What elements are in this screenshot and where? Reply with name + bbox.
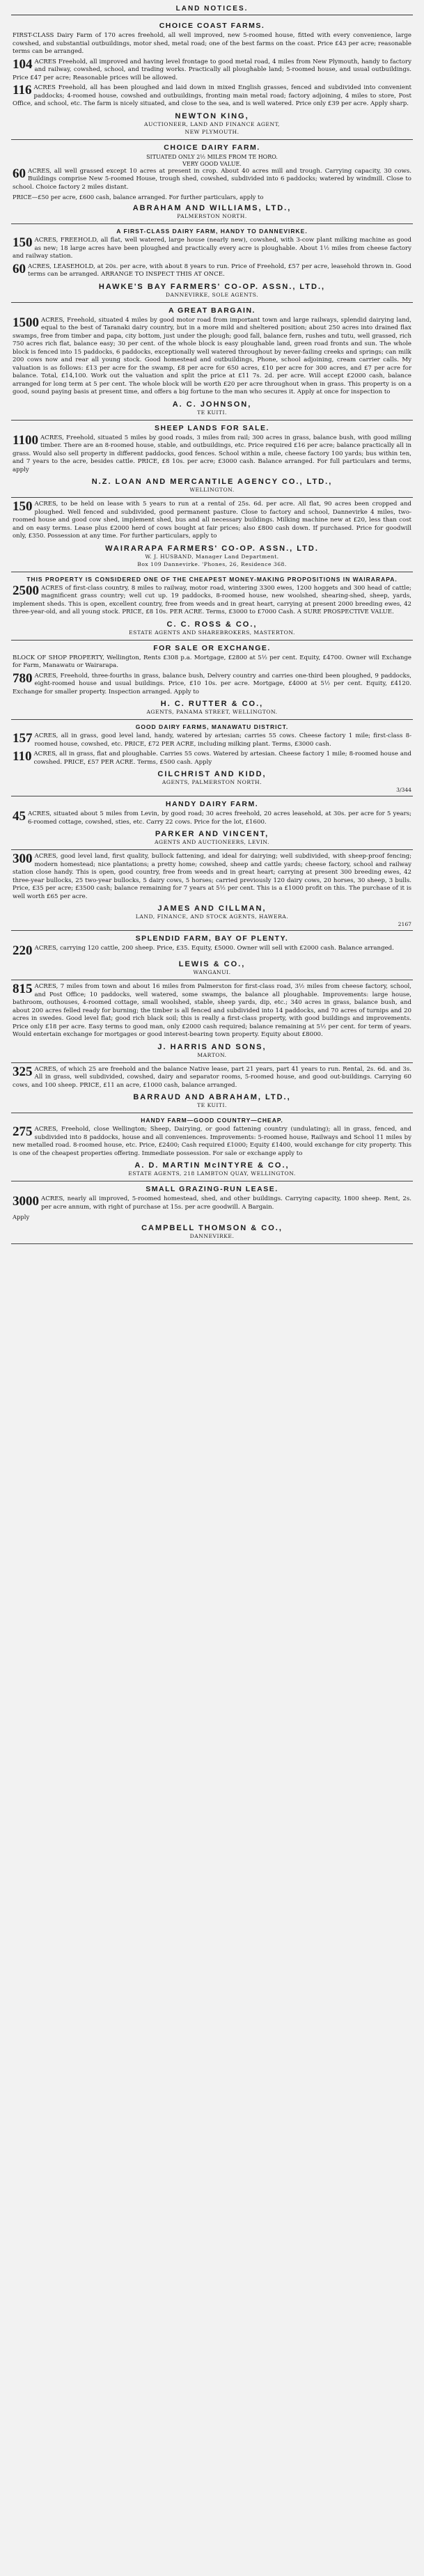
ad-body-text: ACRES, good level land, first quality, bullock fattening, and ideal for dairying; well subdivided, with sheep-proof fencing; modern homestead; nice plantations; a pretty home; cowshed, sheep and cattle yards; cheese factory, school and railway station close handy. This is open, good country, free from weeds and in great heart; carrying at present 300 breeding ewes, 42 three-year bullocks, 25 two-year bullocks, 5 dairy cows, 5 horses; carried previously 120 dairy cows, 20 horses, 30 sheep, 3 bulls. Price, £35 per acre; £3500 cash; balance remaining for 7 years at 5½ per cent. This is a £1000 profit on this. The purchase of it is well worth £65 per acre. <box>13 853 411 900</box>
agent-name: WAIRARAPA FARMERS' CO-OP. ASSN., LTD. <box>105 544 319 553</box>
ad-heading: THIS PROPERTY IS CONSIDERED ONE OF THE CHEAPEST MONEY-MAKING PROPOSITIONS IN WAIRARAPA. <box>26 575 398 583</box>
agent-name: BARRAUD AND ABRAHAM, LTD., <box>133 1093 291 1101</box>
land-notices-page <box>11 0 413 1244</box>
acreage-figure: 116 <box>13 83 32 97</box>
ad-heading: HANDY DAIRY FARM. <box>165 800 259 808</box>
ad-paragraph <box>13 263 411 279</box>
advertisement <box>11 1063 413 1114</box>
agent-address: ESTATE AGENTS, 218 LAMBTON QUAY, WELLINGTON. <box>128 1170 296 1177</box>
ad-subheading: SITUATED ONLY 2½ MILES FROM TE HORO. <box>146 153 278 160</box>
acreage-figure: 815 <box>13 982 33 996</box>
agent-address: TE KUITI. <box>197 409 227 416</box>
acreage-figure: 780 <box>13 670 33 686</box>
agent-address: LAND, FINANCE, AND STOCK AGENTS, HAWERA. <box>135 913 289 920</box>
agent-address: AGENTS, PANAMA STREET, WELLINGTON. <box>146 709 278 715</box>
ad-paragraph <box>13 237 411 261</box>
ad-heading: A GREAT BARGAIN. <box>168 306 256 315</box>
ad-paragraph <box>13 84 411 109</box>
ad-body-text: ACRES, carrying 120 cattle, 200 sheep. Price, £35. Equity, £5000. Owner will sell with £2000 cash. Balance arranged. <box>34 945 394 952</box>
ad-body-text: ACRES, Freehold, three-fourths in grass, balance bush, Delvery country and carries one-third been ploughed, 9 paddocks, eight-roomed house and usual buildings. Price, £10 10s. per acre. Mortgage, £4000 at 5½ per cent. Equity, £4120. Exchange for smaller property. Inspection arranged. Apply to <box>13 672 411 696</box>
agent-address: AGENTS AND AUCTIONEERS, LEVIN. <box>155 839 269 845</box>
agent-name: A. D. MARTIN McINTYRE & CO., <box>134 1161 290 1170</box>
agent-address: DANNEVIRKE, SOLE AGENTS. <box>165 291 259 298</box>
agent-name: A. C. JOHNSON, <box>172 400 252 409</box>
ad-paragraph <box>13 654 411 670</box>
ad-paragraph <box>13 1126 411 1158</box>
ad-body-text: ACRES, to be held on lease with 5 years to run at a rental of 25s. 6d. per acre. All flat, 90 acres been cropped and ploughed. Well fenced and subdivided, good permanent pasture. Close to factory and school, Dannevirke 4 miles, two-roomed house and good cow shed, implement shed, bus and all necessary buildings. Milking machine new at £20, less than cost and on easy terms. Lease plus £2000 herd of cows bought at fair prices; also £800 cash down. If purchased. Price for goodwill only, £350. Possession at any time. For further particulars, apply to <box>13 501 411 540</box>
agent-address: NEW PLYMOUTH. <box>184 128 240 135</box>
agent-address: DANNEVIRKE. <box>189 1233 235 1239</box>
agent-name: PARKER AND VINCENT, <box>155 830 269 838</box>
agent-address: AGENTS, PALMERSTON NORTH. <box>162 779 262 785</box>
advertisement <box>11 303 413 421</box>
agent-name: JAMES AND CILLMAN, <box>157 904 267 913</box>
advertisement-list <box>11 18 413 1244</box>
acreage-figure: 60 <box>13 166 26 181</box>
ad-paragraph <box>13 317 411 397</box>
advertisement <box>11 720 413 796</box>
section-banner: LAND NOTICES. <box>11 3 413 15</box>
agent-name: H. C. RUTTER & CO., <box>160 700 264 708</box>
ad-heading: SPLENDID FARM, BAY OF PLENTY. <box>135 934 289 943</box>
acreage-figure: 300 <box>13 851 33 866</box>
ad-body-text: ACRES, Freehold, situated 5 miles by good roads, 3 miles from rail; 300 acres in grass, balance bush, with good milling timber. There are an 8-roomed house, stable, and outbuildings, etc. Price required £16 per acre; balance practically all in grass. Would also sell property in different paddocks, good fences. School within a mile, cheese factory 100 yards; bus within ten, and 7 years to the acre, besides cattle. PRICE, £8 10s. per acre; £3000 cash. Balance arranged. For full particulars and terms, apply <box>13 434 411 473</box>
ad-paragraph <box>13 168 411 192</box>
ad-body-text: ACRES, 7 miles from town and about 16 miles from Palmerston for first-class road, 3½ miles from cheese factory, school, and Post Office; 10 paddocks, well watered, some swamps, the balance all ploughable. Improvements: large house, bathroom, outhouses, 4-roomed cottage, small woolshed, stable, sheep yards, dip, etc.; 340 acres in grass, balance bush, and about 200 acres felled ready for burning; the timber is all fenced and subdivided into 14 paddocks, and 70 acres of turnips and 20 acres in swedes. Good level flat; good rich black soil; this is really a first-class property, with good buildings and improvements. Price only £18 per acre. Easy terms to good man, only £2000 cash required; balance remaining at 5½ per cent. for term of years. Would entertain exchange for mortgages or good interest-bearing town property. Equity about £8000. <box>13 983 411 1038</box>
ad-reference-number: 3/344 <box>396 787 411 793</box>
agent-address: WELLINGTON. <box>189 487 235 493</box>
ad-paragraph <box>13 501 411 541</box>
ad-paragraph <box>13 751 411 767</box>
acreage-figure: 45 <box>13 809 26 824</box>
advertisement <box>11 850 413 931</box>
acreage-figure: 3000 <box>13 1194 39 1209</box>
ad-body-text: ACRES, of which 25 are freehold and the balance Native lease, part 21 years, part 41 years to run. Rental, 2s. 6d. and 3s. All in grass, well subdivided, cowshed, dairy and separator rooms, 5-roomed house, and good out-buildings. Carrying 60 cows, and 100 sheep. PRICE, £11 an acre, £1000 cash, balance arranged. <box>13 1065 411 1089</box>
agent-address: Box 109 Dannevirke. 'Phones, 26, Residence 368. <box>137 560 287 567</box>
advertisement <box>11 1113 413 1181</box>
acreage-figure: 220 <box>13 943 33 958</box>
ad-body-text: FIRST-CLASS Dairy Farm of 170 acres freehold, all well improved, new 5-roomed house, fitted with every convenience, large cowshed, and substantial outbuildings, motor shed, metal road; one of the best farms on the coast. Price £43 per acre; reasonable terms can be arranged. <box>13 32 411 55</box>
ad-paragraph <box>13 434 411 475</box>
agent-name: N.Z. LOAN AND MERCANTILE AGENCY CO., LTD., <box>91 478 333 486</box>
ad-body-text: ACRES Freehold, all has been ploughed and laid down in mixed English grasses, fenced and subdivided into convenient paddocks; 4-roomed house, cowshed and outbuildings, fronting main metal road; factory adjoining, 4 miles to store, Post Office, and school, etc. The farm is nicely situated, and close to the sea, and is well watered. Price only £39 per acre. Apply sharp. <box>13 84 411 107</box>
ad-paragraph <box>13 810 411 826</box>
acreage-figure: 150 <box>13 235 33 250</box>
ad-body-text: ACRES, all in grass, good level land, handy, watered by artesian; carries 55 cows. Cheese factory 1 mile; first-class 8-roomed house, cowshed, etc. PRICE, £72 PER ACRE, including milking plant. Terms, £3000 cash. <box>34 732 411 748</box>
ad-paragraph <box>13 732 411 748</box>
agent-address: WANGANUI. <box>193 969 231 975</box>
agent-name: CAMPBELL THOMSON & CO., <box>141 1224 283 1232</box>
ad-body-text: BLOCK OF SHOP PROPERTY, Wellington, Rents £308 p.a. Mortgage, £2800 at 5½ per cent. Equity, £4700. Owner will Exchange for Farm, Manawatu or Wairarapa. <box>13 654 411 669</box>
ad-paragraph <box>13 853 411 901</box>
acreage-figure: 1500 <box>13 315 39 330</box>
ad-subheading: VERY GOOD VALUE. <box>182 160 242 167</box>
agent-name: J. HARRIS AND SONS, <box>157 1042 267 1051</box>
advertisement <box>11 572 413 641</box>
agent-address: ESTATE AGENTS AND SHAREBROKERS, MASTERTON. <box>129 629 295 636</box>
ad-heading: HANDY FARM—GOOD COUNTRY—CHEAP. <box>141 1117 283 1124</box>
agent-name: CILCHRIST AND KIDD, <box>157 770 267 778</box>
ad-paragraph <box>13 1066 411 1090</box>
agent-address: AUCTIONEER, LAND AND FINANCE AGENT, <box>144 120 280 127</box>
ad-heading: GOOD DAIRY FARMS, MANAWATU DISTRICT. <box>135 723 289 730</box>
acreage-figure: 2500 <box>13 583 39 598</box>
advertisement <box>11 18 413 140</box>
agent-name: C. C. ROSS & CO., <box>166 620 258 629</box>
ad-body-text: ACRES, Freehold, situated 4 miles by good motor road from important town and large railways, splendid dairying land, equal to the best of Taranaki dairy country, but in a more mild and sheltered position; about 250 acres into drained flax swamps, free from timber and papa, city bottom, just under the plough; good fall, balance fern, rushes and tutu, well grassed, rich 750 acres rich flat, balance easy; 30 per cent. of the whole block is easy ploughable land, green road fronts and sun. The whole block is fenced into 15 paddocks, 6 paddocks, exceptionally well watered throughout by never-failing creeks and springs; can milk 200 cows now and rear all young stock. Good homestead and outbuildings, Phone, school adjoining, cream carrier calls. My valuation is as follows: £13 per acre for the swamp, £8 per acre for 650 acres, £10 per acre for 300 acres, and £7 per acre for balance. Total, £14,100. Work out the valuation and split the price at £11 7s. 2d. per acre. Will accept £2000 cash, balance arranged for long term at 5 per cent. The whole block will be worth £20 per acre throughout when in grass. This property is on a good, sound paying basis at present time, and offers a big fortune to the man who secures it. Apply at once for inspection to <box>13 316 411 395</box>
acreage-figure: 275 <box>13 1124 33 1139</box>
acreage-figure: 150 <box>13 499 33 514</box>
ad-body-text: ACRES, FREEHOLD, all flat, well watered, large house (nearly new), cowshed, with 3-cow plant milking machine as good as new; 18 large acres have been ploughed and practically every acre is ploughable. About 1½ miles from cheese factory and railway station. <box>13 237 411 260</box>
advertisement <box>11 931 413 980</box>
ad-body-text: ACRES, situated about 5 miles from Levin, by good road; 30 acres freehold, 20 acres leasehold, at 30s. per acre for 5 years; 6-roomed cottage, cowshed, sties, etc. Carry 22 cows. Price for the lot, £1600. <box>28 810 411 826</box>
advertisement <box>11 980 413 1063</box>
advertisement <box>11 1181 413 1244</box>
ad-heading: FOR SALE OR EXCHANGE. <box>153 643 271 652</box>
agent-name: ABRAHAM AND WILLIAMS, LTD., <box>132 204 292 212</box>
ad-price-line: Apply <box>13 1214 30 1220</box>
ad-reference-number: 2167 <box>398 921 411 927</box>
ad-heading: A FIRST-CLASS DAIRY FARM, HANDY TO DANNEVIRKE. <box>116 228 308 235</box>
acreage-figure: 325 <box>13 1064 33 1079</box>
agent-name: HAWKE'S BAY FARMERS' CO-OP. ASSN., LTD., <box>98 282 326 291</box>
ad-paragraph <box>13 670 411 697</box>
advertisement <box>11 421 413 498</box>
ad-body-text: ACRES, all in grass, flat and ploughable. Carries 55 cows. Watered by artesian. Cheese factory 1 mile; 8-roomed house and cowshed. PRICE, £57 PER ACRE. Terms, £500 cash. Apply <box>33 751 411 766</box>
acreage-figure: 1100 <box>13 432 38 448</box>
ad-body-text: ACRES Freehold, all improved and having level frontage to good metal road, 4 miles from New Plymouth, handy to factory and railway, cowshed, school, and trading works. Practically all ploughable land; 5-roomed house, and usual outbuildings. Price £47 per acre; Reasonable prices will be allowed. <box>13 58 411 81</box>
ad-body-text: ACRES of first-class country, 8 miles to railway, motor road, wintering 3300 ewes, 1200 hoggets and 300 head of cattle; magnificent grass country; well cut up. 19 paddocks, 8-roomed house, new woolshed, shearing-shed, sheep, yards, implement sheds. This is open, excellent country, free from weeds and in great heart, carrying at present 2000 breeding ewes, 42 three-year-old, and all young stock. PRICE, £8 10s. PER ACRE. Terms, £3000 to £7000 Cash. A SURE PROSPECTIVE VALUE. <box>13 584 411 615</box>
ad-paragraph <box>13 58 411 83</box>
acreage-figure: 110 <box>13 749 32 764</box>
ad-heading: SHEEP LANDS FOR SALE. <box>155 423 269 432</box>
advertisement <box>11 498 413 572</box>
ad-heading: CHOICE COAST FARMS. <box>159 22 265 30</box>
agent-name: NEWTON KING, <box>175 111 249 120</box>
advertisement <box>11 224 413 303</box>
ad-body-text: ACRES, Freehold, close Wellington; Sheep, Dairying, or good fattening country (undulating); all in grass, fenced, and subdivided into 8 paddocks, house and all conveniences. Improvements: 5-roomed house, Railways and School 11 miles by new metalled road. 8-roomed house, etc. Price, £2400; Cash required £1000; Equity £1400, would exchange for city property. This is one of the cheapest properties offering. Immediate possession. For sale or exchange apply to <box>13 1126 411 1157</box>
advertisement <box>11 796 413 850</box>
advertisement <box>11 140 413 225</box>
ad-body-text: ACRES, all well grassed except 10 acres at present in crop. About 40 acres mill and trough. Carrying capacity, 30 cows. Buildings comprise New 5-roomed House, trough shed, cowshed, subdivided into 6 paddocks; watered by windmill. Close to school. Choice factory 2 miles distant. <box>13 167 411 191</box>
ad-heading: CHOICE DAIRY FARM. <box>164 143 260 152</box>
acreage-figure: 104 <box>13 56 33 72</box>
agent-address: W. J. HUSBAND, Manager Land Department. <box>145 553 279 560</box>
ad-price-line: PRICE—£50 per acre, £600 cash, balance arranged. For further particulars, apply to <box>13 194 264 201</box>
acreage-figure: 60 <box>13 261 26 276</box>
ad-body-text: ACRES, nearly all improved, 5-roomed homestead, shed, and other buildings. Carrying capacity, 1800 sheep. Rent, 2s. per acre annum, with right of purchase at 15s. per acre goodwill. A Bargain. <box>41 1195 411 1211</box>
ad-paragraph <box>13 585 411 617</box>
agent-address: MARTON. <box>197 1051 227 1058</box>
agent-name: LEWIS & CO., <box>178 960 246 968</box>
ad-paragraph <box>13 32 411 56</box>
ad-heading: SMALL GRAZING-RUN LEASE. <box>146 1185 278 1193</box>
advertisement <box>11 641 413 721</box>
acreage-figure: 157 <box>13 731 33 746</box>
ad-paragraph <box>13 1195 411 1211</box>
agent-address: TE KUITI. <box>197 1102 227 1108</box>
agent-address: PALMERSTON NORTH. <box>177 213 247 219</box>
ad-paragraph <box>13 945 411 957</box>
ad-paragraph <box>13 983 411 1039</box>
ad-body-text: ACRES, LEASEHOLD, at 20s. per acre, with about 8 years to run. Price of Freehold, £57 per acre, leasehold thrown in. Good terms can be arranged. ARRANGE TO INSPECT THIS AT ONCE. <box>28 262 411 278</box>
